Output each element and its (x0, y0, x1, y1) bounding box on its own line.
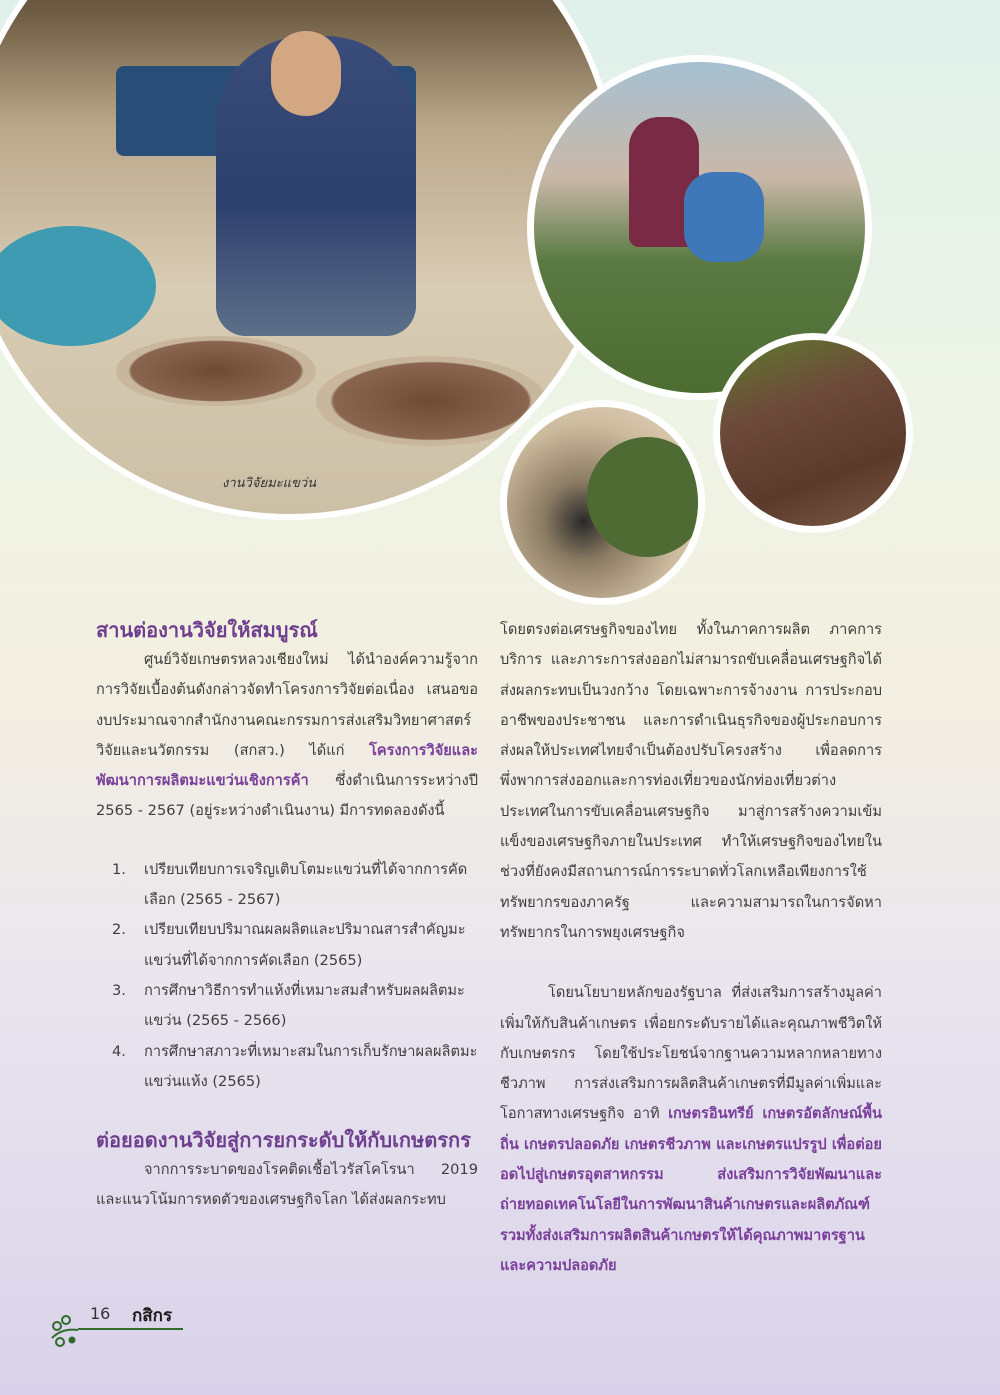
herb-shape (587, 437, 705, 557)
page-footer (48, 1300, 188, 1355)
basket-shape (0, 226, 156, 346)
list-number: 2. (112, 921, 126, 939)
list-item (96, 1037, 478, 1098)
drying-tray-right (316, 356, 546, 446)
right-column (500, 615, 882, 1281)
intro-text-2: ซึ่งดำเนินการระหว่างปี 2565 - 2567 (อยู่ระหว่างดำเนินงาน) มีการทดลองดังนี้ (96, 772, 478, 820)
project-name-highlight: โครงการวิจัยและพัฒนาการผลิตมะแขว่นเชิงการค้า (96, 741, 478, 790)
photo-drying-circle (713, 333, 913, 533)
paragraph-gap (500, 948, 882, 978)
section-heading-1: สานต่องานวิจัยให้สมบูรณ์ (96, 618, 318, 642)
list-item (96, 915, 478, 976)
list-text: เปรียบเทียบการเจริญเติบโตมะแขว่นที่ได้จากการคัดเลือก (2565 - 2567) (144, 860, 468, 909)
covid-paragraph: จากการระบาดของโรคติดเชื้อไวรัสโคโรนา 2019 และแนวโน้มการหดตัวของเศรษฐกิจโลก ได้ส่งผลกระทบ (96, 1161, 478, 1209)
policy-text: โดยนโยบายหลักของรัฐบาล ที่ส่งเสริมการสร้างมูลค่าเพิ่มให้กับสินค้าเกษตร เพื่อยกระดับรายได้และคุณภาพชีวิตให้กับเกษตรกร โดยใช้ประโยชน์จากฐานความหลากหลายทางชีวภาพ การส่งเสริมการผลิตสินค้าเกษตรที่มีมูลค่าเพิ่มและโอกาสทางเศรษฐกิจ อาทิ (500, 984, 882, 1123)
intro-text-1: ศูนย์วิจัยเกษตรหลวงเชียงใหม่ ได้นำองค์ความรู้จากการวิจัยเบื้องต้นดังกล่าวจัดทำโครงการวิจัยต่อเนื่อง เสนอของบประมาณจากสำนักงานคณะกรรมการส่งเสริมวิทยาศาสตร์ วิจัยและนวัตกรรม (สกสว.) ได้แก่ (96, 651, 478, 759)
list-text: การศึกษาสภาวะที่เหมาะสมในการเก็บรักษาผลผลิตมะแขว่นแห้ง (2565) (144, 1042, 478, 1090)
list-item (96, 976, 478, 1037)
policy-paragraph (500, 978, 882, 1281)
worker-shape (684, 172, 764, 262)
policy-highlight: เกษตรอินทรีย์ เกษตรอัตลักษณ์พื้นถิ่น เกษตรปลอดภัย เกษตรชีวภาพ และเกษตรแปรรูป เพื่อต่อยอดไปสู่เกษตรอุตสาหกรรม ส่งเสริมการวิจัยพัฒนาและถ่ายทอดเทคโนโลยีในการพัฒนาสินค้าเกษตรและผลิตภัณฑ์ รวมทั้งส่งเสริมการผลิตสินค้าเกษตรให้ได้คุณภาพมาตรฐานและความปลอดภัย (500, 1105, 882, 1274)
list-text: เปรียบเทียบปริมาณผลผลิตและปริมาณสารสำคัญมะแขว่นที่ได้จากการคัดเลือก (2565) (144, 921, 466, 969)
left-column (96, 615, 478, 1216)
face-shape (271, 31, 341, 116)
list-item (96, 855, 478, 916)
drying-tray-left (116, 336, 316, 406)
photo-seeds-circle (500, 400, 705, 605)
page-number: 16 (90, 1304, 111, 1323)
magazine-name: กสิกร (132, 1306, 173, 1326)
economy-paragraph: โดยตรงต่อเศรษฐกิจของไทย ทั้งในภาคการผลิต ภาคการบริการ และภาระการส่งออกไม่สามารถขับเคลื่อนเศรษฐกิจได้ ส่งผลกระทบเป็นวงกว้าง โดยเฉพาะการจ้างงาน การประกอบอาชีพของประชาชน และการดำเนินธุรกิจของผู้ประกอบการ ส่งผลให้ประเทศไทยจำเป็นต้องปรับโครงสร้าง เพื่อลดการพึ่งพาการส่งออกและการท่องเที่ยวของนักท่องเที่ยวต่างประเทศในการขับเคลื่อนเศรษฐกิจ มาสู่การสร้างความเข้มแข็งของเศรษฐกิจภายในประเทศ ทำให้เศรษฐกิจของไทยในช่วงที่ยังคงมีสถานการณ์การระบาดทั่วโลกเหลือเพียงการใช้ทรัพยากรของภาครัฐ และความสามารถในการจัดหาทรัพยากรในการพยุงเศรษฐกิจ (500, 621, 882, 941)
list-number: 4. (112, 1042, 126, 1060)
list-number: 3. (112, 981, 126, 999)
experiment-list (96, 855, 478, 1097)
list-number: 1. (112, 860, 126, 878)
footer-rule (78, 1328, 183, 1330)
section-heading-2: ต่อยอดงานวิจัยสู่การยกระดับให้กับเกษตรกร (96, 1128, 471, 1153)
photo-caption: งานวิจัยมะแขว่น (222, 476, 317, 491)
list-text: การศึกษาวิธีการทำแห้งที่เหมาะสมสำหรับผลผลิตมะแขว่น (2565 - 2566) (144, 981, 465, 1030)
intro-paragraph (96, 645, 478, 827)
photo-collage (0, 0, 1000, 600)
